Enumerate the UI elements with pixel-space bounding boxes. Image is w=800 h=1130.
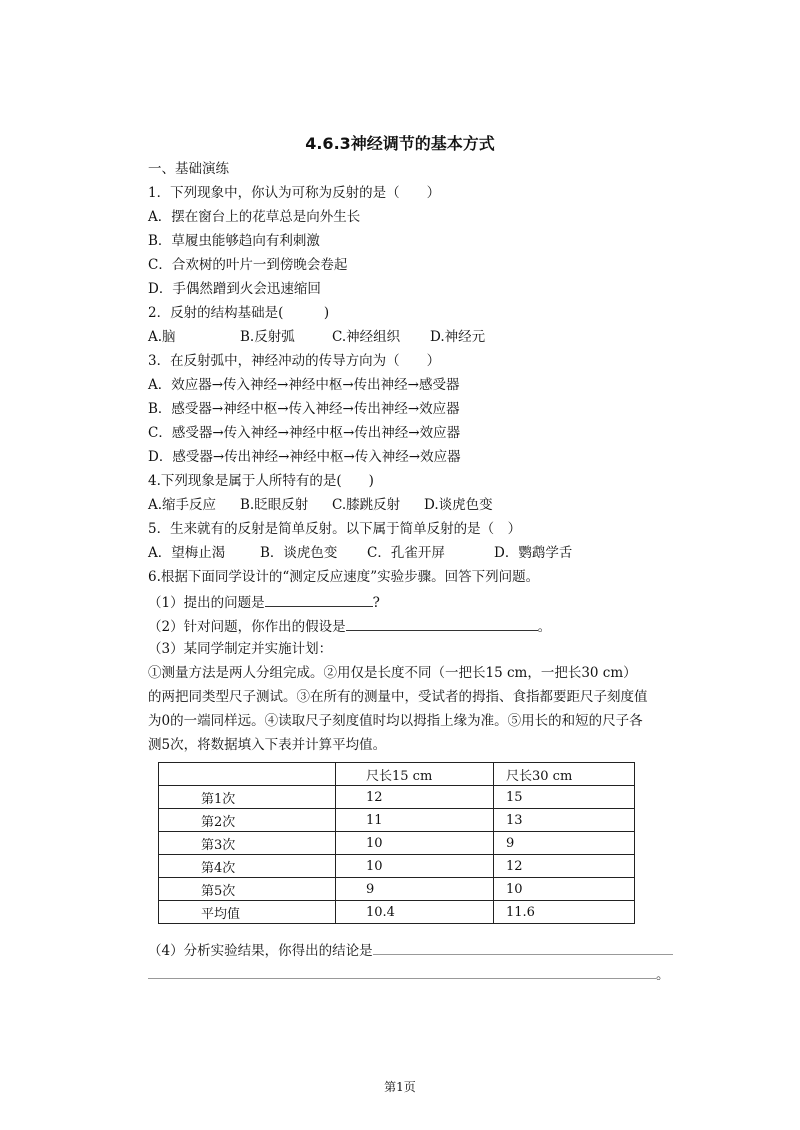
table-cell: 第5次	[159, 878, 336, 901]
q5-option-d: D．鹦鹉学舌	[494, 545, 573, 561]
q2-option-d: D.神经元	[430, 329, 486, 345]
q6-part1-answer-blank[interactable]	[265, 592, 373, 607]
table-cell: 第1次	[159, 786, 336, 809]
data-table	[158, 762, 635, 924]
table-cell: 10.4	[336, 901, 494, 924]
page-number: 第1页	[384, 1080, 416, 1094]
q6-part3: （3）某同学制定并实施计划：	[148, 641, 333, 657]
q5-option-b: B．谈虎色变	[260, 545, 338, 561]
table-cell: 12	[336, 786, 494, 809]
table-row	[159, 832, 635, 855]
table-cell: 13	[494, 809, 635, 832]
table-cell: 11.6	[494, 901, 635, 924]
table-header-cell	[159, 763, 336, 786]
q4-option-c: C.膝跳反射	[332, 497, 401, 513]
q5-option-c: C．孔雀开屏	[367, 545, 445, 561]
table-cell: 平均值	[159, 901, 336, 924]
q6-part1-suffix: ?	[372, 595, 380, 611]
q6-part2-prefix: （2）针对问题，你作出的假设是	[148, 619, 346, 635]
q2-option-b: B.反射弧	[240, 329, 295, 345]
q2-option-a: A.脑	[148, 329, 176, 345]
q5-stem: 5．生来就有的反射是简单反射。以下属于简单反射的是（ ）	[148, 521, 522, 537]
q6-plan-paragraph: ①测量方法是两人分组完成。②用仅是长度不同（一把长15 cm，一把长30 cm）的两把同类型尺子测试。③在所有的测量中，受试者的拇指、食指都要距尺子刻度值为0的一端同样远。④读取尺子刻度值时均以拇指上缘为准。⑤用长的和短的尺子各测5次，将数据填入下表并计算平均值。	[148, 665, 648, 753]
q2-stem: 2．反射的结构基础是( )	[148, 305, 330, 321]
q4-option-a: A.缩手反应	[148, 497, 217, 513]
q2-options	[148, 328, 485, 346]
table-cell: 11	[336, 809, 494, 832]
table-cell: 9	[494, 832, 635, 855]
q3-option-d: D．感受器→传出神经→神经中枢→传入神经→效应器	[148, 449, 461, 465]
q1-option-c: C．合欢树的叶片一到傍晚会卷起	[148, 257, 348, 273]
q4-options	[148, 496, 493, 514]
q1-option-d: D．手偶然蹭到火会迅速缩回	[148, 281, 321, 297]
table-row	[159, 855, 635, 878]
table-cell: 10	[336, 832, 494, 855]
table-header-row	[159, 763, 635, 786]
q6-part4-answer-blank-1[interactable]	[373, 940, 673, 955]
table-cell: 12	[494, 855, 635, 878]
q6-part2	[148, 616, 551, 636]
table-cell: 第2次	[159, 809, 336, 832]
q6-part2-answer-blank[interactable]	[346, 616, 538, 631]
q6-stem: 6.根据下面同学设计的“测定反应速度”实验步骤。回答下列问题。	[148, 569, 540, 585]
q6-part4-suffix: 。	[656, 967, 670, 983]
q6-part2-suffix: 。	[537, 619, 552, 635]
q3-option-a: A．效应器→传入神经→神经中枢→传出神经→感受器	[148, 377, 460, 393]
page-title: 4.6.3神经调节的基本方式	[305, 134, 495, 153]
table-cell: 15	[494, 786, 635, 809]
table-cell: 10	[494, 878, 635, 901]
q3-stem: 3．在反射弧中，神经冲动的传导方向为（ ）	[148, 353, 441, 369]
table-cell: 第4次	[159, 855, 336, 878]
q4-option-b: B.眨眼反射	[240, 497, 309, 513]
q3-option-c: C．感受器→传入神经→神经中枢→传出神经→效应器	[148, 425, 461, 441]
q4-stem: 4.下列现象是属于人所特有的是( )	[148, 473, 374, 489]
q6-part1	[148, 592, 380, 612]
table-header-cell: 尺长30 cm	[494, 763, 635, 786]
q6-part1-prefix: （1）提出的问题是	[148, 595, 265, 611]
q6-part4-answer-blank-2[interactable]	[148, 964, 656, 979]
q1-stem: 1．下列现象中，你认为可称为反射的是（ ）	[148, 185, 441, 201]
table-row	[159, 901, 635, 924]
table-cell: 9	[336, 878, 494, 901]
q5-option-a: A．望梅止渴	[148, 545, 226, 561]
q4-option-d: D.谈虎色变	[424, 497, 493, 513]
q2-option-c: C.神经组织	[332, 329, 401, 345]
q5-options	[148, 544, 572, 562]
q6-part4	[148, 940, 673, 960]
section-heading: 一、基础演练	[148, 161, 229, 177]
q6-part4-line2	[148, 964, 670, 984]
table-row	[159, 878, 635, 901]
table-row	[159, 786, 635, 809]
table-cell: 10	[336, 855, 494, 878]
table-header-cell: 尺长15 cm	[336, 763, 494, 786]
q1-option-b: B．草履虫能够趋向有利刺激	[148, 233, 320, 249]
q6-part4-prefix: （4）分析实验结果，你得出的结论是	[148, 943, 373, 959]
table-cell: 第3次	[159, 832, 336, 855]
q3-option-b: B．感受器→神经中枢→传入神经→传出神经→效应器	[148, 401, 460, 417]
table-row	[159, 809, 635, 832]
q1-option-a: A．摆在窗台上的花草总是向外生长	[148, 209, 361, 225]
